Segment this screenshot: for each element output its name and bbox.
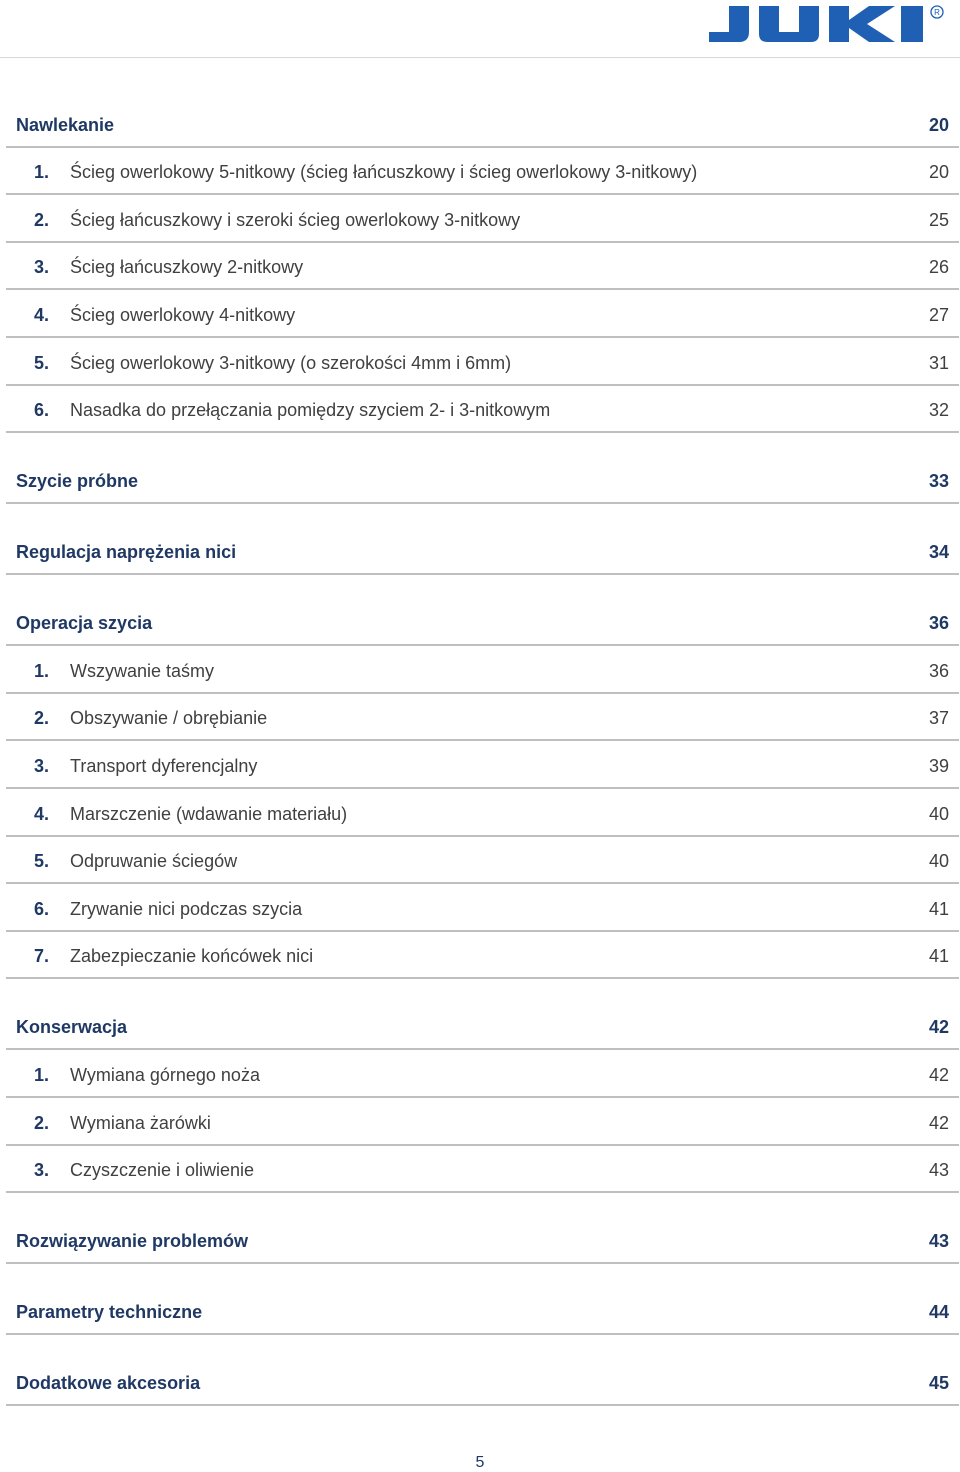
toc-section-title: Dodatkowe akcesoria (16, 1373, 201, 1394)
toc-item[interactable] (6, 290, 959, 338)
toc-section[interactable] (6, 575, 959, 646)
toc-section[interactable] (6, 1335, 959, 1406)
toc-item-number: 7. (34, 946, 50, 967)
svg-text:R: R (934, 8, 940, 17)
toc-item-number: 4. (34, 304, 50, 325)
toc-item[interactable] (6, 646, 959, 694)
toc-page-number: 42 (928, 1112, 949, 1133)
juki-logo (705, 4, 945, 44)
toc-page-number: 36 (928, 613, 949, 634)
toc-page-number: 44 (928, 1302, 949, 1323)
toc-item-number: 1. (34, 1064, 50, 1085)
toc-item-title: Zabezpieczanie końcówek nici (70, 946, 314, 967)
toc-section[interactable] (6, 100, 959, 148)
toc-page-number: 43 (928, 1160, 949, 1181)
table-of-contents (6, 100, 959, 1406)
toc-item-title: Czyszczenie i oliwienie (70, 1160, 255, 1181)
toc-page-number: 41 (928, 898, 949, 919)
toc-item[interactable] (6, 837, 959, 885)
toc-section-title: Parametry techniczne (16, 1302, 203, 1323)
toc-item-number: 3. (34, 257, 50, 278)
toc-section-title: Operacja szycia (16, 613, 153, 634)
toc-item-title: Ścieg łańcuszkowy 2-nitkowy (70, 257, 304, 278)
toc-page-number: 37 (928, 708, 949, 729)
toc-item-number: 6. (34, 400, 50, 421)
toc-item-title: Odpruwanie ściegów (70, 851, 238, 872)
toc-page-number: 42 (928, 1017, 949, 1038)
toc-item-number: 1. (34, 660, 50, 681)
toc-item-title: Obszywanie / obrębianie (70, 708, 268, 729)
toc-item[interactable] (6, 148, 959, 196)
toc-item[interactable] (6, 243, 959, 291)
toc-section-title: Regulacja naprężenia nici (16, 542, 237, 563)
toc-item-number: 2. (34, 209, 50, 230)
header-divider (0, 57, 960, 58)
toc-page-number: 40 (928, 803, 949, 824)
toc-item[interactable] (6, 386, 959, 434)
toc-item-title: Wszywanie taśmy (70, 660, 215, 681)
toc-item[interactable] (6, 1146, 959, 1194)
toc-item-number: 2. (34, 1112, 50, 1133)
toc-section[interactable] (6, 979, 959, 1050)
toc-page-number: 20 (928, 162, 949, 183)
toc-page-number: 34 (928, 542, 949, 563)
toc-page-number: 36 (928, 660, 949, 681)
toc-item-number: 4. (34, 803, 50, 824)
toc-section[interactable] (6, 433, 959, 504)
toc-item[interactable] (6, 932, 959, 980)
toc-section[interactable] (6, 1264, 959, 1335)
toc-item-number: 3. (34, 755, 50, 776)
toc-page-number: 39 (928, 755, 949, 776)
toc-item-number: 6. (34, 898, 50, 919)
toc-page-number: 33 (928, 471, 949, 492)
toc-page-number: 25 (928, 209, 949, 230)
toc-item[interactable] (6, 694, 959, 742)
toc-item[interactable] (6, 338, 959, 386)
toc-page-number: 31 (928, 352, 949, 373)
toc-page-number: 20 (928, 114, 949, 135)
toc-page-number: 42 (928, 1064, 949, 1085)
toc-page-number: 40 (928, 851, 949, 872)
toc-section-title: Rozwiązywanie problemów (16, 1231, 249, 1252)
toc-page-number: 45 (928, 1373, 949, 1394)
toc-page-number: 27 (928, 304, 949, 325)
toc-item[interactable] (6, 195, 959, 243)
toc-section[interactable] (6, 1193, 959, 1264)
toc-item[interactable] (6, 741, 959, 789)
toc-section-title: Nawlekanie (16, 114, 115, 135)
toc-item-number: 3. (34, 1160, 50, 1181)
toc-item[interactable] (6, 1050, 959, 1098)
toc-item-number: 2. (34, 708, 50, 729)
toc-item-title: Wymiana górnego noża (70, 1064, 260, 1085)
toc-item-title: Ścieg owerlokowy 4-nitkowy (70, 304, 296, 325)
toc-page-number: 32 (928, 400, 949, 421)
toc-item-title: Ścieg owerlokowy 5-nitkowy (ścieg łańcuszkowy i ścieg owerlokowy 3-nitkowy) (70, 162, 698, 183)
toc-item[interactable] (6, 789, 959, 837)
toc-item-title: Ścieg owerlokowy 3-nitkowy (o szerokości 4mm i 6mm) (70, 352, 512, 373)
toc-item[interactable] (6, 1098, 959, 1146)
toc-page-number: 26 (928, 257, 949, 278)
toc-item-title: Ścieg łańcuszkowy i szeroki ścieg owerlokowy 3-nitkowy (70, 209, 521, 230)
toc-item-title: Transport dyferencjalny (70, 755, 258, 776)
toc-item-title: Marszczenie (wdawanie materiału) (70, 803, 348, 824)
toc-item-number: 5. (34, 851, 50, 872)
toc-section-title: Szycie próbne (16, 471, 139, 492)
page-number: 5 (475, 1454, 485, 1471)
toc-item-number: 5. (34, 352, 50, 373)
toc-item-number: 1. (34, 162, 50, 183)
toc-section[interactable] (6, 504, 959, 575)
toc-item-title: Nasadka do przełączania pomiędzy szyciem 2- i 3-nitkowym (70, 400, 551, 421)
toc-item-title: Wymiana żarówki (70, 1112, 211, 1133)
toc-item-title: Zrywanie nici podczas szycia (70, 898, 303, 919)
toc-page-number: 43 (928, 1231, 949, 1252)
toc-section-title: Konserwacja (16, 1017, 128, 1038)
toc-page-number: 41 (928, 946, 949, 967)
toc-item[interactable] (6, 884, 959, 932)
toc-row-divider (6, 1404, 959, 1406)
